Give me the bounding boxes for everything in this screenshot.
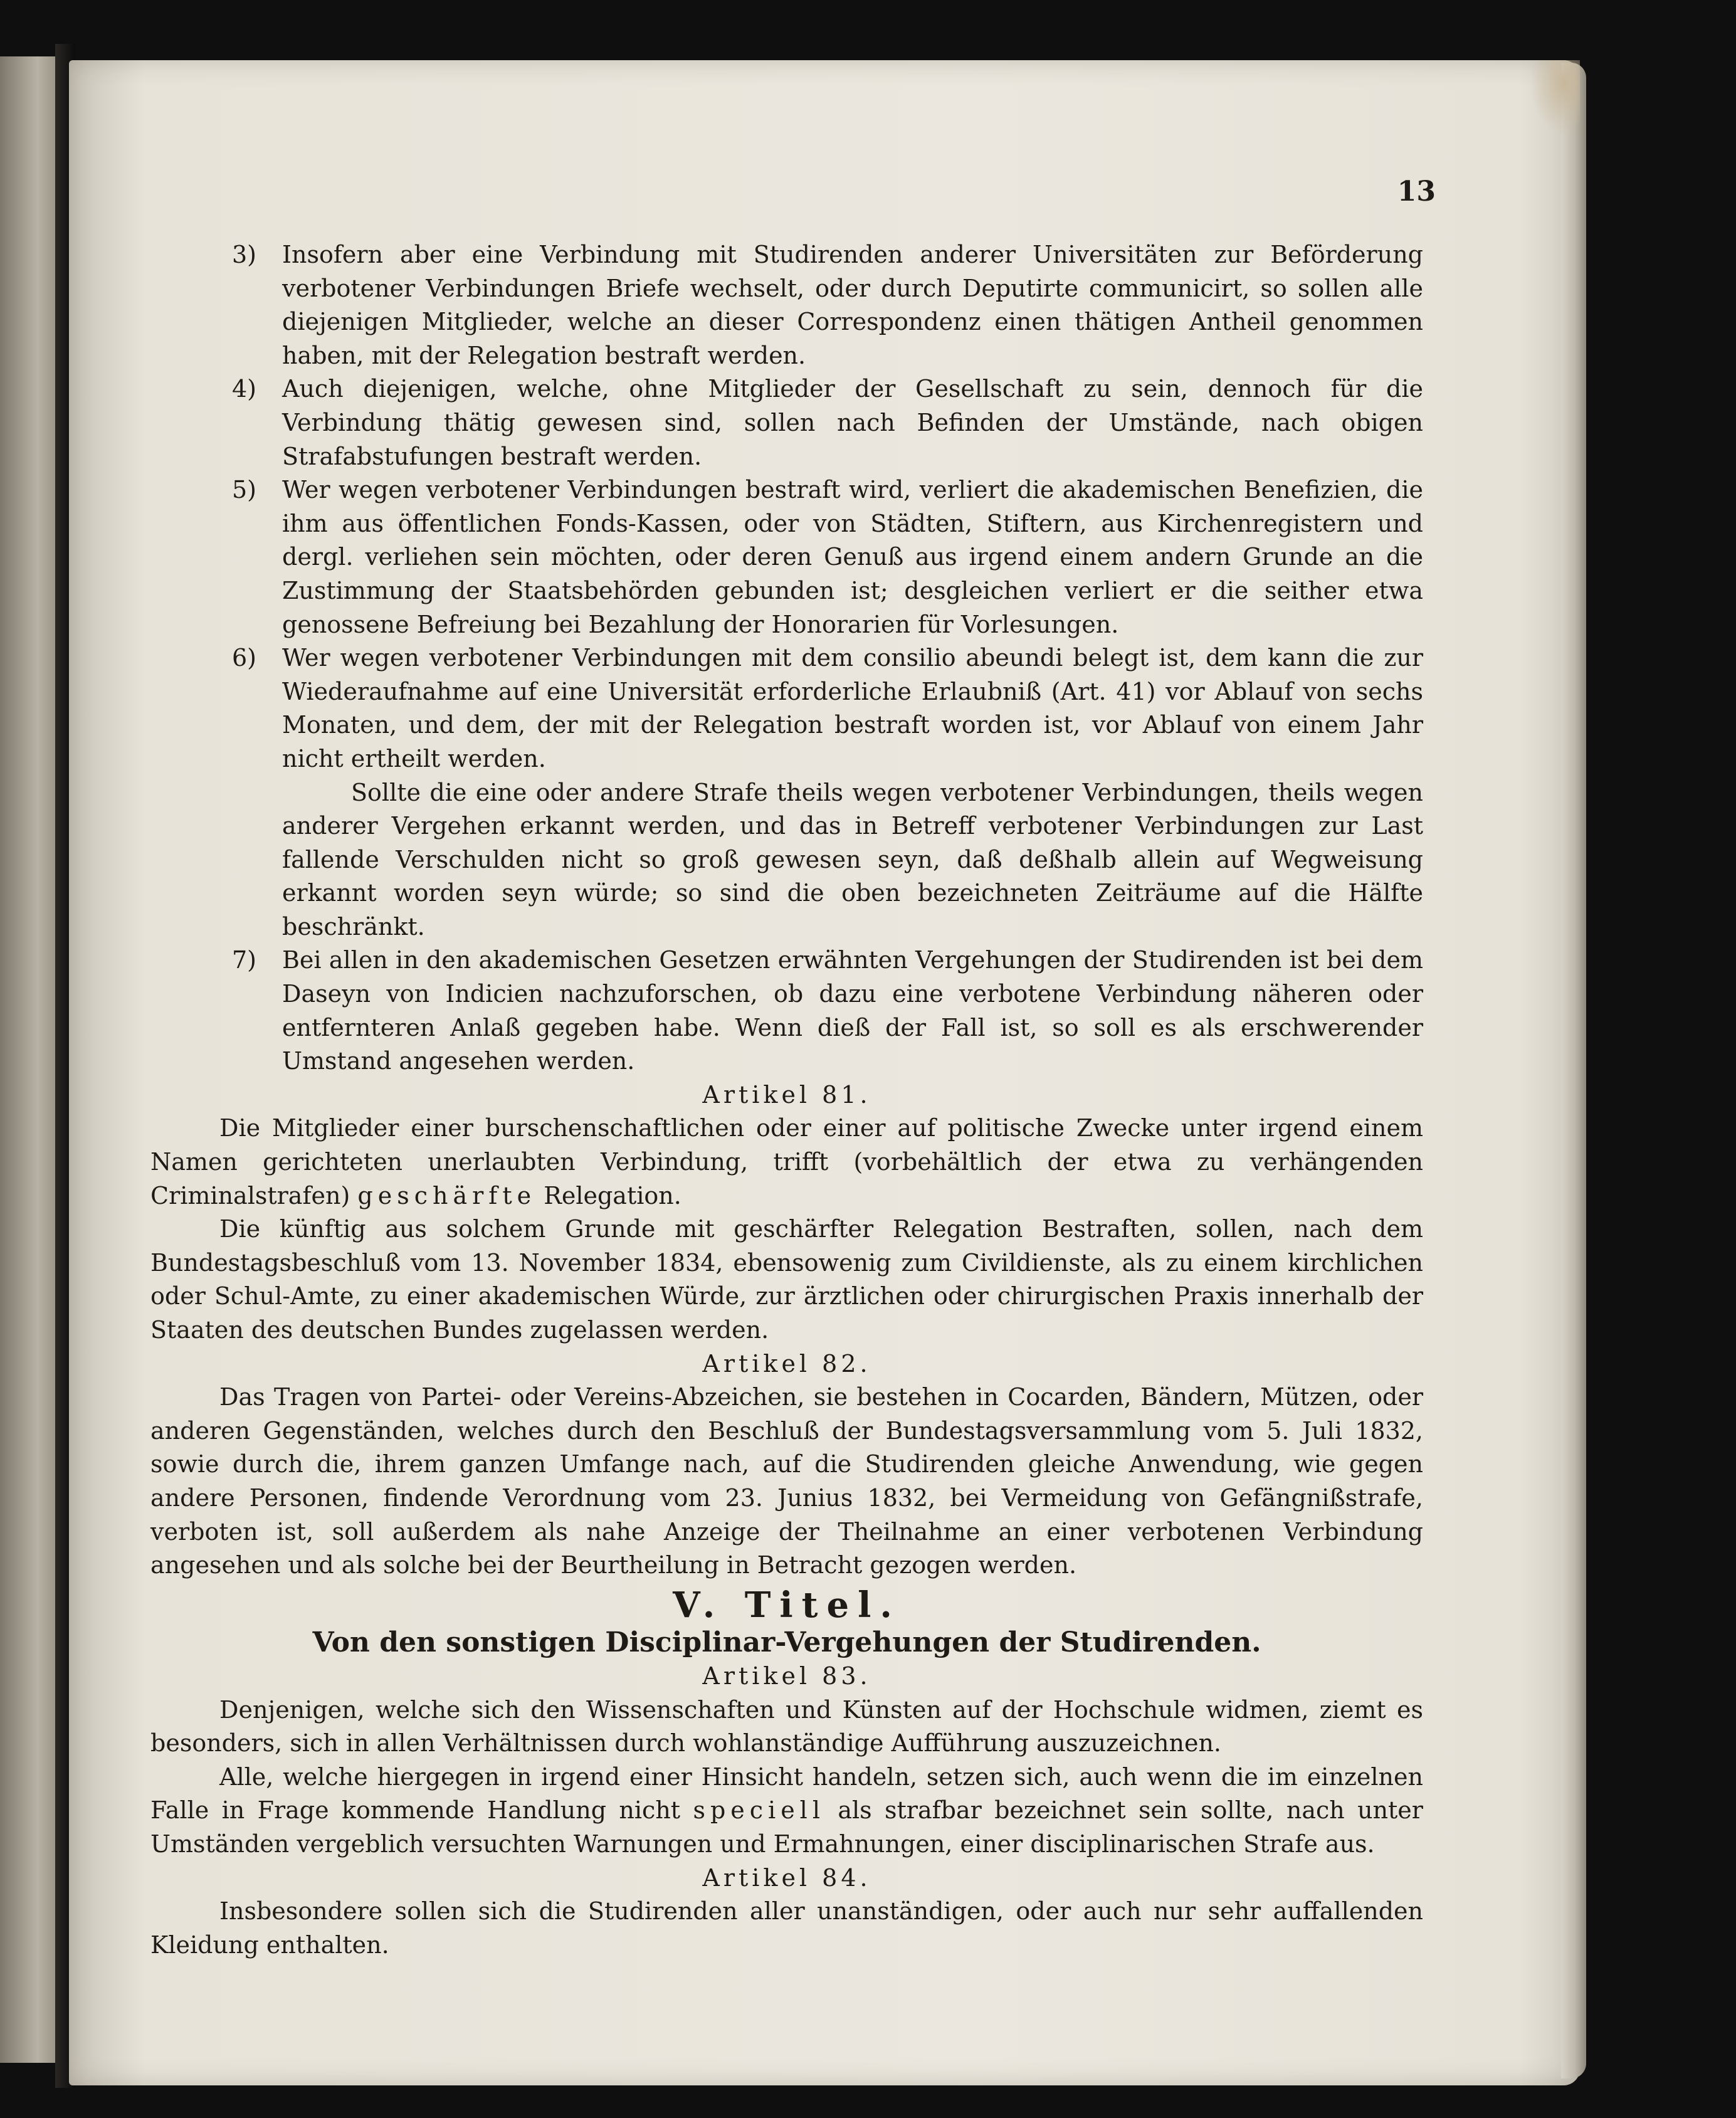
list-item bbox=[150, 473, 1423, 641]
article-paragraph: Die künftig aus solchem Grunde mit geschärfter Relegation Bestraften, sollen, nach dem Bundestagsbeschluß vom 13. November 1834, ebensowenig zum Civildienste, als zu einem kirchlichen oder Schul-Amte, zu einer akademischen Würde, zur ärztlichen oder chirurgischen Praxis innerhalb der Staaten des deutschen Bundes zugelassen werden. bbox=[150, 1215, 1423, 1344]
item-text: Bei allen in den akademischen Gesetzen erwähnten Vergehungen der Studirenden ist bei dem Daseyn von Indicien nachzuforschen, ob dazu eine verbotene Verbindung näheren oder entfernteren Anlaß gegeben habe. Wenn dieß der Fall ist, so soll es als erschwerender Umstand angesehen werden. bbox=[282, 946, 1423, 1075]
item-number: 7) bbox=[232, 946, 257, 974]
article-paragraph: Insbesondere sollen sich die Studirenden aller unanständigen, oder auch nur sehr auffallenden Kleidung enthalten. bbox=[150, 1897, 1423, 1959]
section-subtitle: Von den sonstigen Disciplinar-Vergehungen der Studirenden. bbox=[312, 1626, 1261, 1659]
item-number: 3) bbox=[232, 241, 257, 268]
item-continuation: Sollte die eine oder andere Strafe theils wegen verbotener Verbindungen, theils wegen anderer Vergehen erkannt werden, und das in Betreff verbotener Verbindungen zur Last fallende Verschulden nicht so groß gewesen seyn, daß deßhalb allein auf Wegweisung erkannt worden seyn würde; so sind die oben bezeichneten Zeiträume auf die Hälfte beschränkt. bbox=[282, 778, 1423, 940]
item-text: Wer wegen verbotener Verbindungen bestraft wird, verliert die akademischen Benefizien, die ihm aus öffentlichen Fonds-Kassen, oder von Städten, Stiftern, aus Kirchenregistern und dergl. verliehen sein möchten, oder deren Genuß aus irgend einem andern Grunde an die Zustimmung der Staatsbehörden gebunden ist; desgleichen verliert er die seither etwa genossene Befreiung bei Bezahlung der Honorarien für Vorlesungen. bbox=[282, 476, 1423, 638]
emphasis-text: speciell bbox=[693, 1796, 825, 1825]
list-item bbox=[150, 641, 1423, 944]
page-number: 13 bbox=[1397, 176, 1436, 208]
item-text: Wer wegen verbotener Verbindungen mit dem consilio abeundi belegt ist, dem kann die zur Wiederaufnahme auf eine Universität erforderliche Erlaubniß (Art. 41) vor Ablauf von sechs Monaten, und dem, der mit der Relegation bestraft worden ist, vor Ablauf von einem Jahr nicht ertheilt werden. bbox=[282, 644, 1423, 772]
article-paragraph: Alle, welche hiergegen in irgend einer Hinsicht handeln, setzen sich, auch wenn die im einzelnen Falle in Frage kommende Handlung nicht speciell als strafbar bezeichnet sein sollte, nach unter Umständen vergeblich versuchten Warnungen und Ermahnungen, einer disciplinarischen Strafe aus. bbox=[150, 1762, 1423, 1858]
list-item bbox=[150, 238, 1423, 372]
article-heading: Artikel 84. bbox=[702, 1863, 871, 1892]
list-item bbox=[150, 944, 1423, 1078]
facing-page-edge bbox=[0, 56, 63, 2063]
article-heading: Artikel 83. bbox=[702, 1662, 871, 1690]
corner-stain bbox=[1530, 60, 1580, 135]
item-number: 4) bbox=[232, 375, 257, 403]
list-item bbox=[150, 372, 1423, 473]
article-paragraph: Die Mitglieder einer burschenschaftlichen oder einer auf politische Zwecke unter irgend einem Namen gerichteten unerlaubten Verbindung, trifft (vorbehältlich der etwa zu verhängenden Criminalstrafen) geschärfte Relegation. bbox=[150, 1114, 1423, 1209]
item-number: 5) bbox=[232, 476, 257, 504]
section-title: V. Titel. bbox=[673, 1584, 901, 1626]
item-number: 6) bbox=[232, 644, 257, 672]
article-heading: Artikel 81. bbox=[702, 1080, 871, 1109]
page-stack-edge bbox=[1561, 63, 1586, 2078]
item-text: Auch diejenigen, welche, ohne Mitglieder der Gesellschaft zu sein, dennoch für die Verbindung thätig gewesen sind, sollen nach Befinden der Umstände, nach obigen Strafabstufungen bestraft werden. bbox=[282, 375, 1423, 470]
emphasis-text: geschärfte bbox=[357, 1181, 537, 1209]
item-text: Insofern aber eine Verbindung mit Studirenden anderer Universitäten zur Beförderung verbotener Verbindungen Briefe wechselt, oder durch Deputirte communicirt, so sollen alle diejenigen Mitglieder, welche an dieser Correspondenz einen thätigen Antheil genommen haben, mit der Relegation bestraft werden. bbox=[282, 241, 1423, 369]
article-paragraph: Denjenigen, welche sich den Wissenschaften und Künsten auf der Hochschule widmen, ziemt es besonders, sich in allen Verhältnissen durch wohlanständige Aufführung auszuzeichnen. bbox=[150, 1695, 1423, 1757]
article-paragraph: Das Tragen von Partei- oder Vereins-Abzeichen, sie bestehen in Cocarden, Bändern, Mützen, oder anderen Gegenständen, welches durch den Beschluß der Bundestagsversammlung vom 5. Juli 1832, sowie durch die, ihrem ganzen Umfange nach, auf die Studirenden gleiche Anwendung, wie gegen andere Personen, findende Verordnung vom 23. Junius 1832, bei Vermeidung von Gefängnißstrafe, verboten ist, soll außerdem als nahe Anzeige der Theilnahme an einer verbotenen Verbindung angesehen und als solche bei der Beurtheilung in Betracht gezogen werden. bbox=[150, 1383, 1423, 1579]
page-text bbox=[150, 238, 1423, 1962]
article-heading: Artikel 82. bbox=[702, 1349, 871, 1378]
